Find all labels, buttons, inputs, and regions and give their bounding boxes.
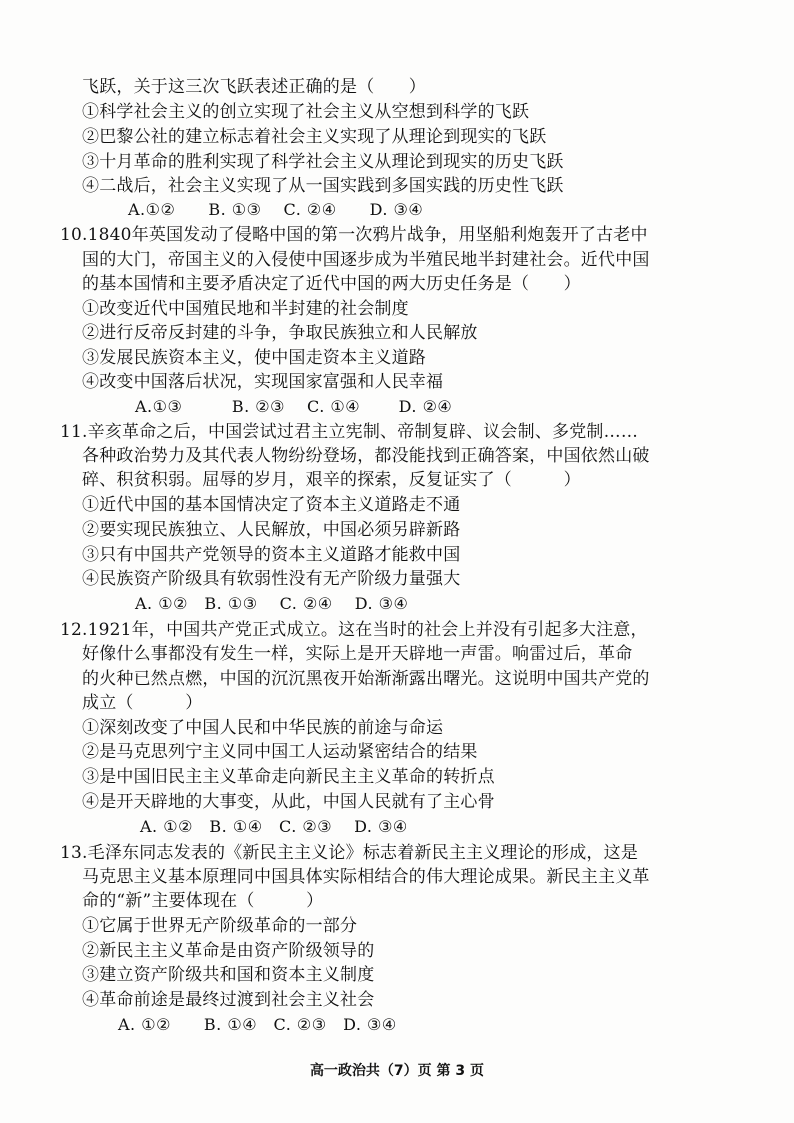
q10-option-1: ①改变近代中国殖民地和半封建的社会制度: [82, 299, 409, 319]
q9-option-1: ①科学社会主义的创立实现了社会主义从空想到科学的飞跃: [82, 102, 530, 122]
q13-option-4: ④革命前途是最终过渡到社会主义社会: [82, 990, 375, 1010]
q13-stem-line-2: 马克思主义基本原理同中国具体实际相结合的伟大理论成果。新民主主义革: [82, 867, 650, 887]
q12-option-1: ①深刻改变了中国人民和中华民族的前途与命运: [82, 718, 444, 738]
page-footer: 高一政治共（7）页 第 3 页: [309, 1063, 485, 1079]
q13-option-2: ②新民主主义革命是由资产阶级领导的: [82, 941, 375, 961]
q13-answer-choices: A. ①② B. ①④ C. ②③ D. ③④: [118, 1015, 397, 1034]
q10-option-4: ④改变中国落后状况，实现国家富强和人民幸福: [82, 372, 444, 392]
q10-stem-line-2: 国的大门，帝国主义的入侵使中国逐步成为半殖民地半封建社会。近代中国: [82, 250, 650, 270]
q10-stem-line-3: 的基本国情和主要矛盾决定了近代中国的两大历史任务是（ ）: [82, 274, 581, 294]
q11-stem-line-3: 碎、积贫积弱。屈辱的岁月，艰辛的探索，反复证实了（ ）: [82, 470, 581, 490]
q12-option-2: ②是马克思列宁主义同中国工人运动紧密结合的结果: [82, 742, 478, 762]
q12-answer-choices: A. ①② B. ①④ C. ②③ D. ③④: [140, 817, 408, 836]
q12-option-3: ③是中国旧民主主义革命走向新民主主义革命的转折点: [82, 767, 495, 787]
q13-option-3: ③建立资产阶级共和国和资本主义制度: [82, 965, 375, 985]
q9-stem-continuation: 飞跃，关于这三次飞跃表述正确的是（ ）: [82, 77, 426, 97]
q11-answer-choices: A. ①② B. ①③ C. ②④ D. ③④: [135, 594, 409, 613]
q11-option-3: ③只有中国共产党领导的资本主义道路才能救中国: [82, 545, 461, 565]
q9-option-2: ②巴黎公社的建立标志着社会主义实现了从理论到现实的飞跃: [82, 127, 547, 147]
q12-stem-line-3: 的火种已然点燃，中国的沉沉黑夜开始渐渐露出曙光。这说明中国共产党的: [82, 669, 650, 689]
q13-stem-line-3: 命的“新”主要体现在（ ）: [82, 891, 324, 911]
q10-stem-line-1: 10.1840年英国发动了侵略中国的第一次鸦片战争，用坚船利炮轰开了古老中: [60, 225, 648, 245]
q9-option-4: ④二战后，社会主义实现了从一国实践到多国实践的历史性飞跃: [82, 176, 564, 196]
q10-answer-choices: A.①③ B. ②③ C. ①④ D. ②④: [135, 397, 453, 416]
q9-answer-choices: A.①② B. ①③ C. ②④ D. ③④: [128, 200, 424, 219]
q13-option-1: ①它属于世界无产阶级革命的一部分: [82, 916, 358, 936]
q10-option-3: ③发展民族资本主义，使中国走资本主义道路: [82, 348, 426, 368]
q12-stem-line-4: 成立（ ）: [82, 693, 203, 713]
q11-option-2: ②要实现民族独立、人民解放，中国必须另辟新路: [82, 520, 461, 540]
q10-option-2: ②进行反帝反封建的斗争，争取民族独立和人民解放: [82, 323, 478, 343]
q9-option-3: ③十月革命的胜利实现了科学社会主义从理论到现实的历史飞跃: [82, 152, 564, 172]
q13-stem-line-1: 13.毛泽东同志发表的《新民主主义论》标志着新民主主义理论的形成，这是: [60, 843, 639, 863]
q12-option-4: ④是开天辟地的大事变，从此，中国人民就有了主心骨: [82, 792, 495, 812]
q12-stem-line-1: 12.1921年，中国共产党正式成立。这在当时的社会上并没有引起多大注意，: [60, 620, 648, 640]
q11-stem-line-2: 各种政治势力及其代表人物纷纷登场，都没能找到正确答案，中国依然山破: [82, 446, 650, 466]
q11-option-1: ①近代中国的基本国情决定了资本主义道路走不通: [82, 495, 461, 515]
q11-option-4: ④民族资产阶级具有软弱性没有无产阶级力量强大: [82, 569, 461, 589]
q11-stem-line-1: 11.辛亥革命之后，中国尝试过君主立宪制、帝制复辟、议会制、多党制……: [60, 422, 639, 442]
q12-stem-line-2: 好像什么事都没有发生一样，实际上是开天辟地一声雷。响雷过后，革命: [82, 644, 633, 664]
